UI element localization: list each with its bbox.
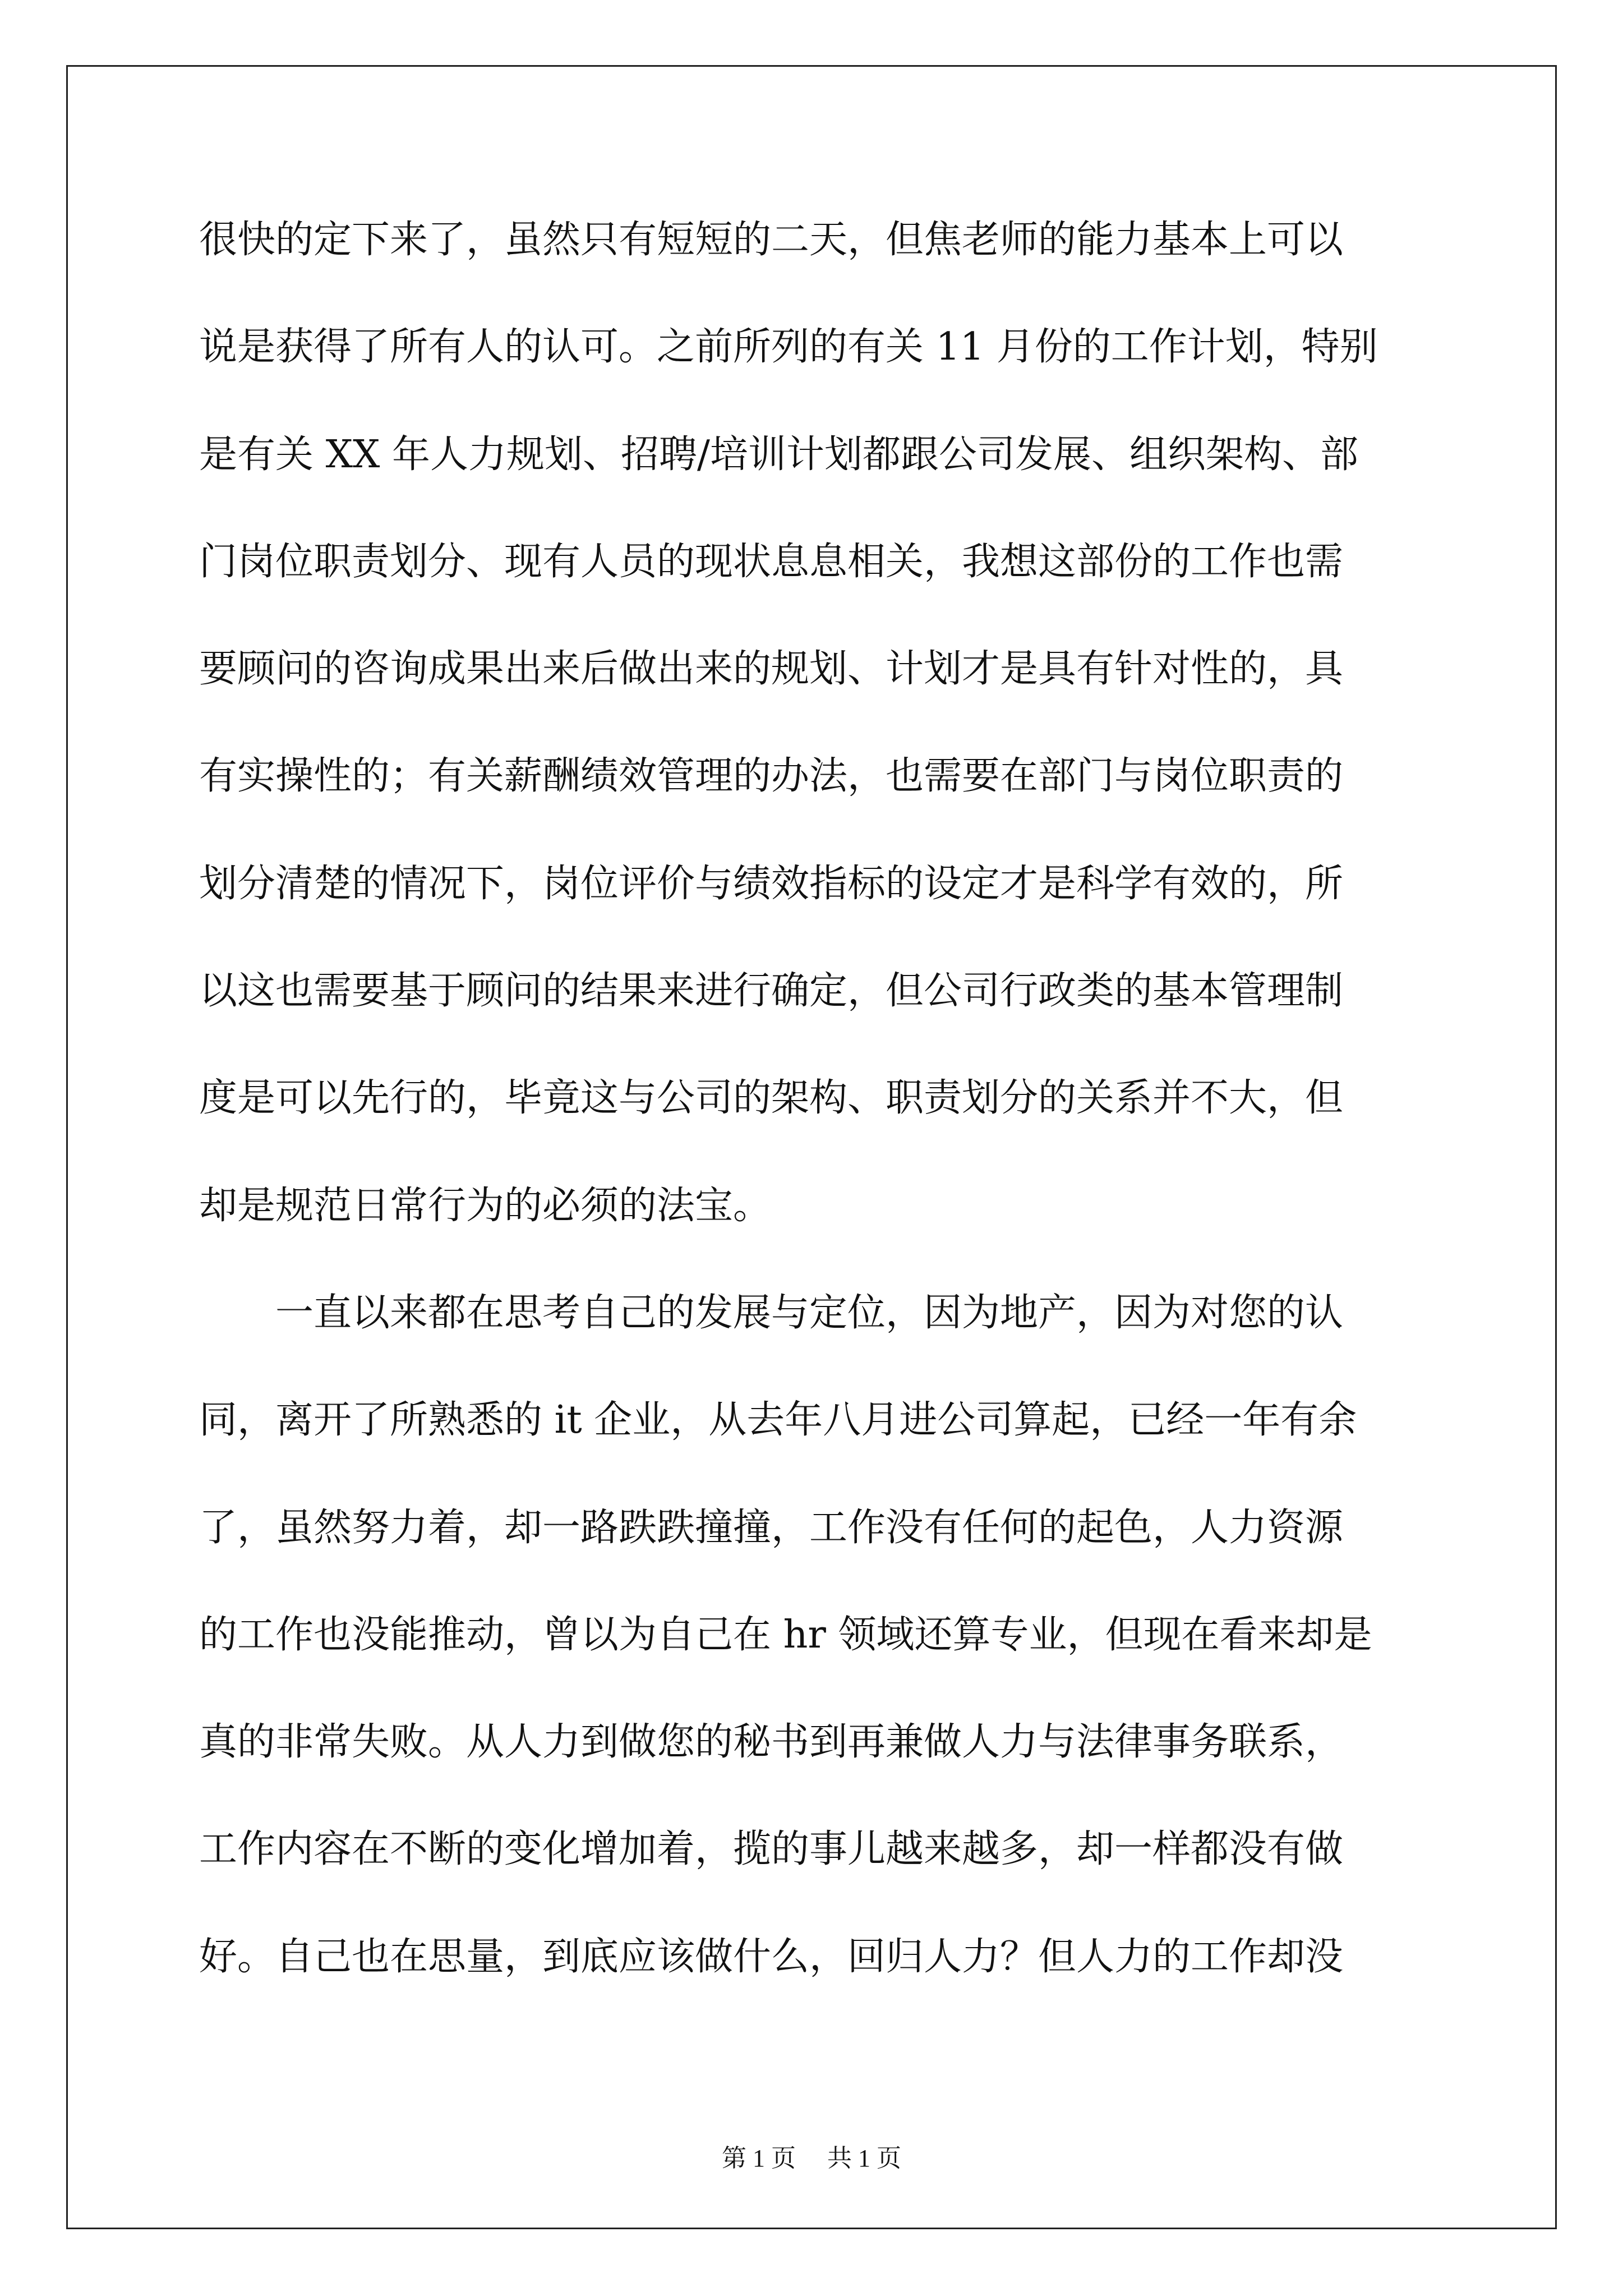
text-line: 真的非常失败。从人力到做您的秘书到再兼做人力与法律事务联系，	[199, 1720, 1344, 1765]
text-line: 的工作也没能推动，曾以为自己在 hr 领域还算专业，但现在看来却是	[199, 1612, 1372, 1657]
page-number: 第 1 页	[722, 2145, 796, 2172]
text-line: 了，虽然努力着，却一路跌跌撞撞，工作没有任何的起色，人力资源	[199, 1505, 1344, 1550]
text-line: 同，离开了所熟悉的 it 企业，从去年八月进公司算起，已经一年有余	[199, 1398, 1357, 1443]
text-line: 很快的定下来了，虽然只有短短的二天，但焦老师的能力基本上可以	[199, 218, 1344, 262]
text-line: 说是获得了所有人的认可。之前所列的有关 11 月份的工作计划，特别	[199, 325, 1378, 370]
text-line: 门岗位职责划分、现有人员的现状息息相关，我想这部份的工作也需	[199, 539, 1344, 584]
text-line: 好。自己也在思量，到底应该做什么，回归人力？但人力的工作却没	[199, 1934, 1344, 1979]
text-line: 是有关 XX 年人力规划、招聘/培训计划都跟公司发展、组织架构、部	[199, 432, 1358, 477]
page-total: 共 1 页	[827, 2145, 901, 2172]
text-line: 以这也需要基于顾问的结果来进行确定，但公司行政类的基本管理制	[199, 969, 1344, 1014]
text-line: 要顾问的咨询成果出来后做出来的规划、计划才是具有针对性的，具	[199, 647, 1344, 692]
paragraph-start-line: 一直以来都在思考自己的发展与定位，因为地产，因为对您的认	[199, 1290, 1344, 1335]
text-line: 工作内容在不断的变化增加着，揽的事儿越来越多，却一样都没有做	[199, 1827, 1344, 1872]
text-line: 有实操性的；有关薪酬绩效管理的办法，也需要在部门与岗位职责的	[199, 754, 1344, 799]
text-line: 划分清楚的情况下，岗位评价与绩效指标的设定才是科学有效的，所	[199, 861, 1344, 906]
text-line: 度是可以先行的，毕竟这与公司的架构、职责划分的关系并不大，但	[199, 1076, 1344, 1121]
text-line: 却是规范日常行为的必须的法宝。	[199, 1183, 772, 1228]
document-body	[199, 213, 1433, 2037]
page-footer	[0, 2142, 1623, 2175]
